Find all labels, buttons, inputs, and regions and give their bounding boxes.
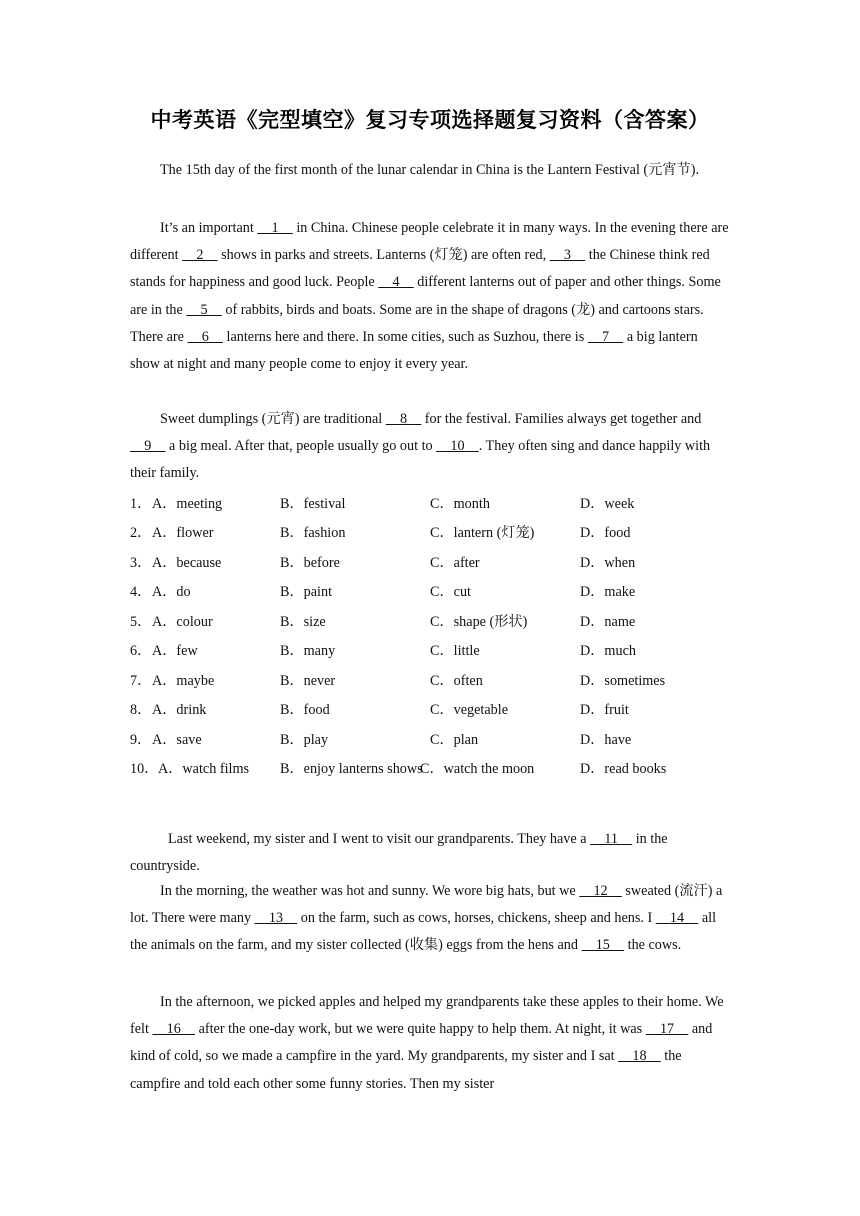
- option-b: B．festival: [280, 496, 346, 512]
- blank-11: 11: [590, 831, 633, 847]
- question-number: 2．: [130, 525, 152, 541]
- blank-5: 5: [186, 301, 222, 318]
- question-number: 7．: [130, 673, 152, 689]
- option-a: A．maybe: [152, 673, 215, 689]
- question-8-options: [130, 699, 730, 719]
- blank-7: 7: [587, 328, 624, 345]
- blank-15: 15: [581, 937, 625, 954]
- question-number: 9．: [130, 732, 152, 748]
- option-d: D．sometimes: [580, 673, 666, 689]
- option-a: A．save: [152, 732, 202, 748]
- blank-13: 13: [254, 910, 298, 927]
- option-d: D．when: [580, 555, 636, 571]
- question-number: 6．: [130, 643, 152, 659]
- option-c: C．after: [430, 555, 480, 571]
- option-a: A．drink: [152, 702, 207, 718]
- option-a: A．flower: [152, 525, 214, 541]
- blank-3: 3: [549, 247, 586, 264]
- option-a: A．meeting: [152, 496, 223, 512]
- option-c: C．often: [430, 673, 483, 689]
- question-2-options: [130, 522, 730, 542]
- passage1-paragraph3: Sweet dumplings (元宵) are traditional 8 for the festival. Families always get together and 9 a big meal. After that, people usually go out to 10 . They often sing and dance happily with their family.: [130, 411, 711, 482]
- blank-8: 8: [385, 411, 422, 427]
- option-d: D．fruit: [580, 702, 629, 718]
- option-b: B．many: [280, 643, 336, 659]
- option-d: D．make: [580, 584, 636, 600]
- question-number: 8．: [130, 702, 152, 718]
- option-b: B．before: [280, 555, 340, 571]
- option-b: B．paint: [280, 584, 333, 600]
- option-c: C．shape (形状): [430, 614, 528, 630]
- passage2-paragraph3: In the afternoon, we picked apples and helped my grandparents take these apples to their home. We felt 16 after the one-day work, but we were quite happy to help them. At night, it was 17 and kind of cold, so we made a campfire in the yard. My grandparents, my sister and I sat 18 the campfire and told each other some funny stories. Then my sister: [130, 994, 724, 1092]
- page-title: 中考英语《完型填空》复习专项选择题复习资料（含答案）: [150, 108, 710, 132]
- question-number: 3．: [130, 555, 152, 571]
- question-6-options: [130, 640, 730, 660]
- passage1-paragraph1: The 15th day of the first month of the lunar calendar in China is the Lantern Festival (元宵节).: [160, 162, 699, 178]
- blank-6: 6: [187, 328, 223, 345]
- blank-9: 9: [130, 438, 166, 455]
- option-c: C．month: [430, 496, 490, 512]
- blank-16: 16: [152, 1021, 196, 1038]
- passage2-paragraph1: Last weekend, my sister and I went to visit our grandparents. They have a 11 in the countryside.: [130, 831, 668, 875]
- option-b: B．enjoy lanterns shows: [280, 761, 423, 777]
- question-5-options: [130, 611, 730, 631]
- option-c: C．little: [430, 643, 480, 659]
- blank-12: 12: [579, 883, 622, 899]
- question-10-options: [130, 758, 730, 778]
- option-a: A．because: [152, 555, 222, 571]
- question-number: 1．: [130, 496, 152, 512]
- option-a: A．colour: [152, 614, 213, 630]
- question-3-options: [130, 552, 730, 572]
- question-4-options: [130, 581, 730, 601]
- option-a: A．watch films: [158, 761, 250, 777]
- option-d: D．have: [580, 732, 632, 748]
- blank-1: 1: [257, 220, 293, 236]
- option-d: D．much: [580, 643, 636, 659]
- option-a: A．few: [152, 643, 198, 659]
- passage2-paragraph2: In the morning, the weather was hot and sunny. We wore big hats, but we 12 sweated (流汗) a lot. There were many 13 on the farm, such as cows, horses, chickens, sheep and hens. I 14 all the animals on the farm, and my sister collected (收集) eggs from the hens and 15 the cows.: [130, 883, 723, 954]
- question-number: 4．: [130, 584, 152, 600]
- option-d: D．name: [580, 614, 636, 630]
- option-c: C．cut: [430, 584, 471, 600]
- option-d: D．food: [580, 525, 631, 541]
- option-d: D．week: [580, 496, 635, 512]
- option-c: C．plan: [430, 732, 479, 748]
- question-7-options: [130, 670, 730, 690]
- blank-14: 14: [655, 910, 699, 927]
- question-number: 5．: [130, 614, 152, 630]
- question-1-options: [130, 493, 730, 513]
- option-b: B．never: [280, 673, 336, 689]
- option-b: B．food: [280, 702, 330, 718]
- blank-18: 18: [618, 1048, 661, 1065]
- passage1-paragraph2: It’s an important 1 in China. Chinese people celebrate it in many ways. In the evening there are different 2 shows in parks and streets. Lanterns (灯笼) are often red, 3 the Chinese think red stands for happiness and good luck. People 4 different lanterns out of paper and other things. Some are in the 5 of rabbits, birds and boats. Some are in the shape of dragons (龙) and cartoons stars. There are 6 lanterns here and there. In some cities, such as Suzhou, there is 7 a big lantern show at night and many people come to enjoy it every year.: [130, 220, 729, 373]
- option-b: B．play: [280, 732, 329, 748]
- option-b: B．size: [280, 614, 326, 630]
- option-a: A．do: [152, 584, 191, 600]
- option-c: C．lantern (灯笼): [430, 525, 535, 541]
- question-number: 10．: [130, 761, 159, 777]
- question-9-options: [130, 729, 730, 749]
- option-b: B．fashion: [280, 525, 346, 541]
- option-d: D．read books: [580, 761, 667, 777]
- blank-17: 17: [645, 1021, 689, 1038]
- blank-10: 10: [436, 438, 479, 455]
- blank-2: 2: [182, 247, 218, 264]
- option-c: C．watch the moon: [420, 761, 535, 777]
- blank-4: 4: [378, 274, 414, 291]
- option-c: C．vegetable: [430, 702, 509, 718]
